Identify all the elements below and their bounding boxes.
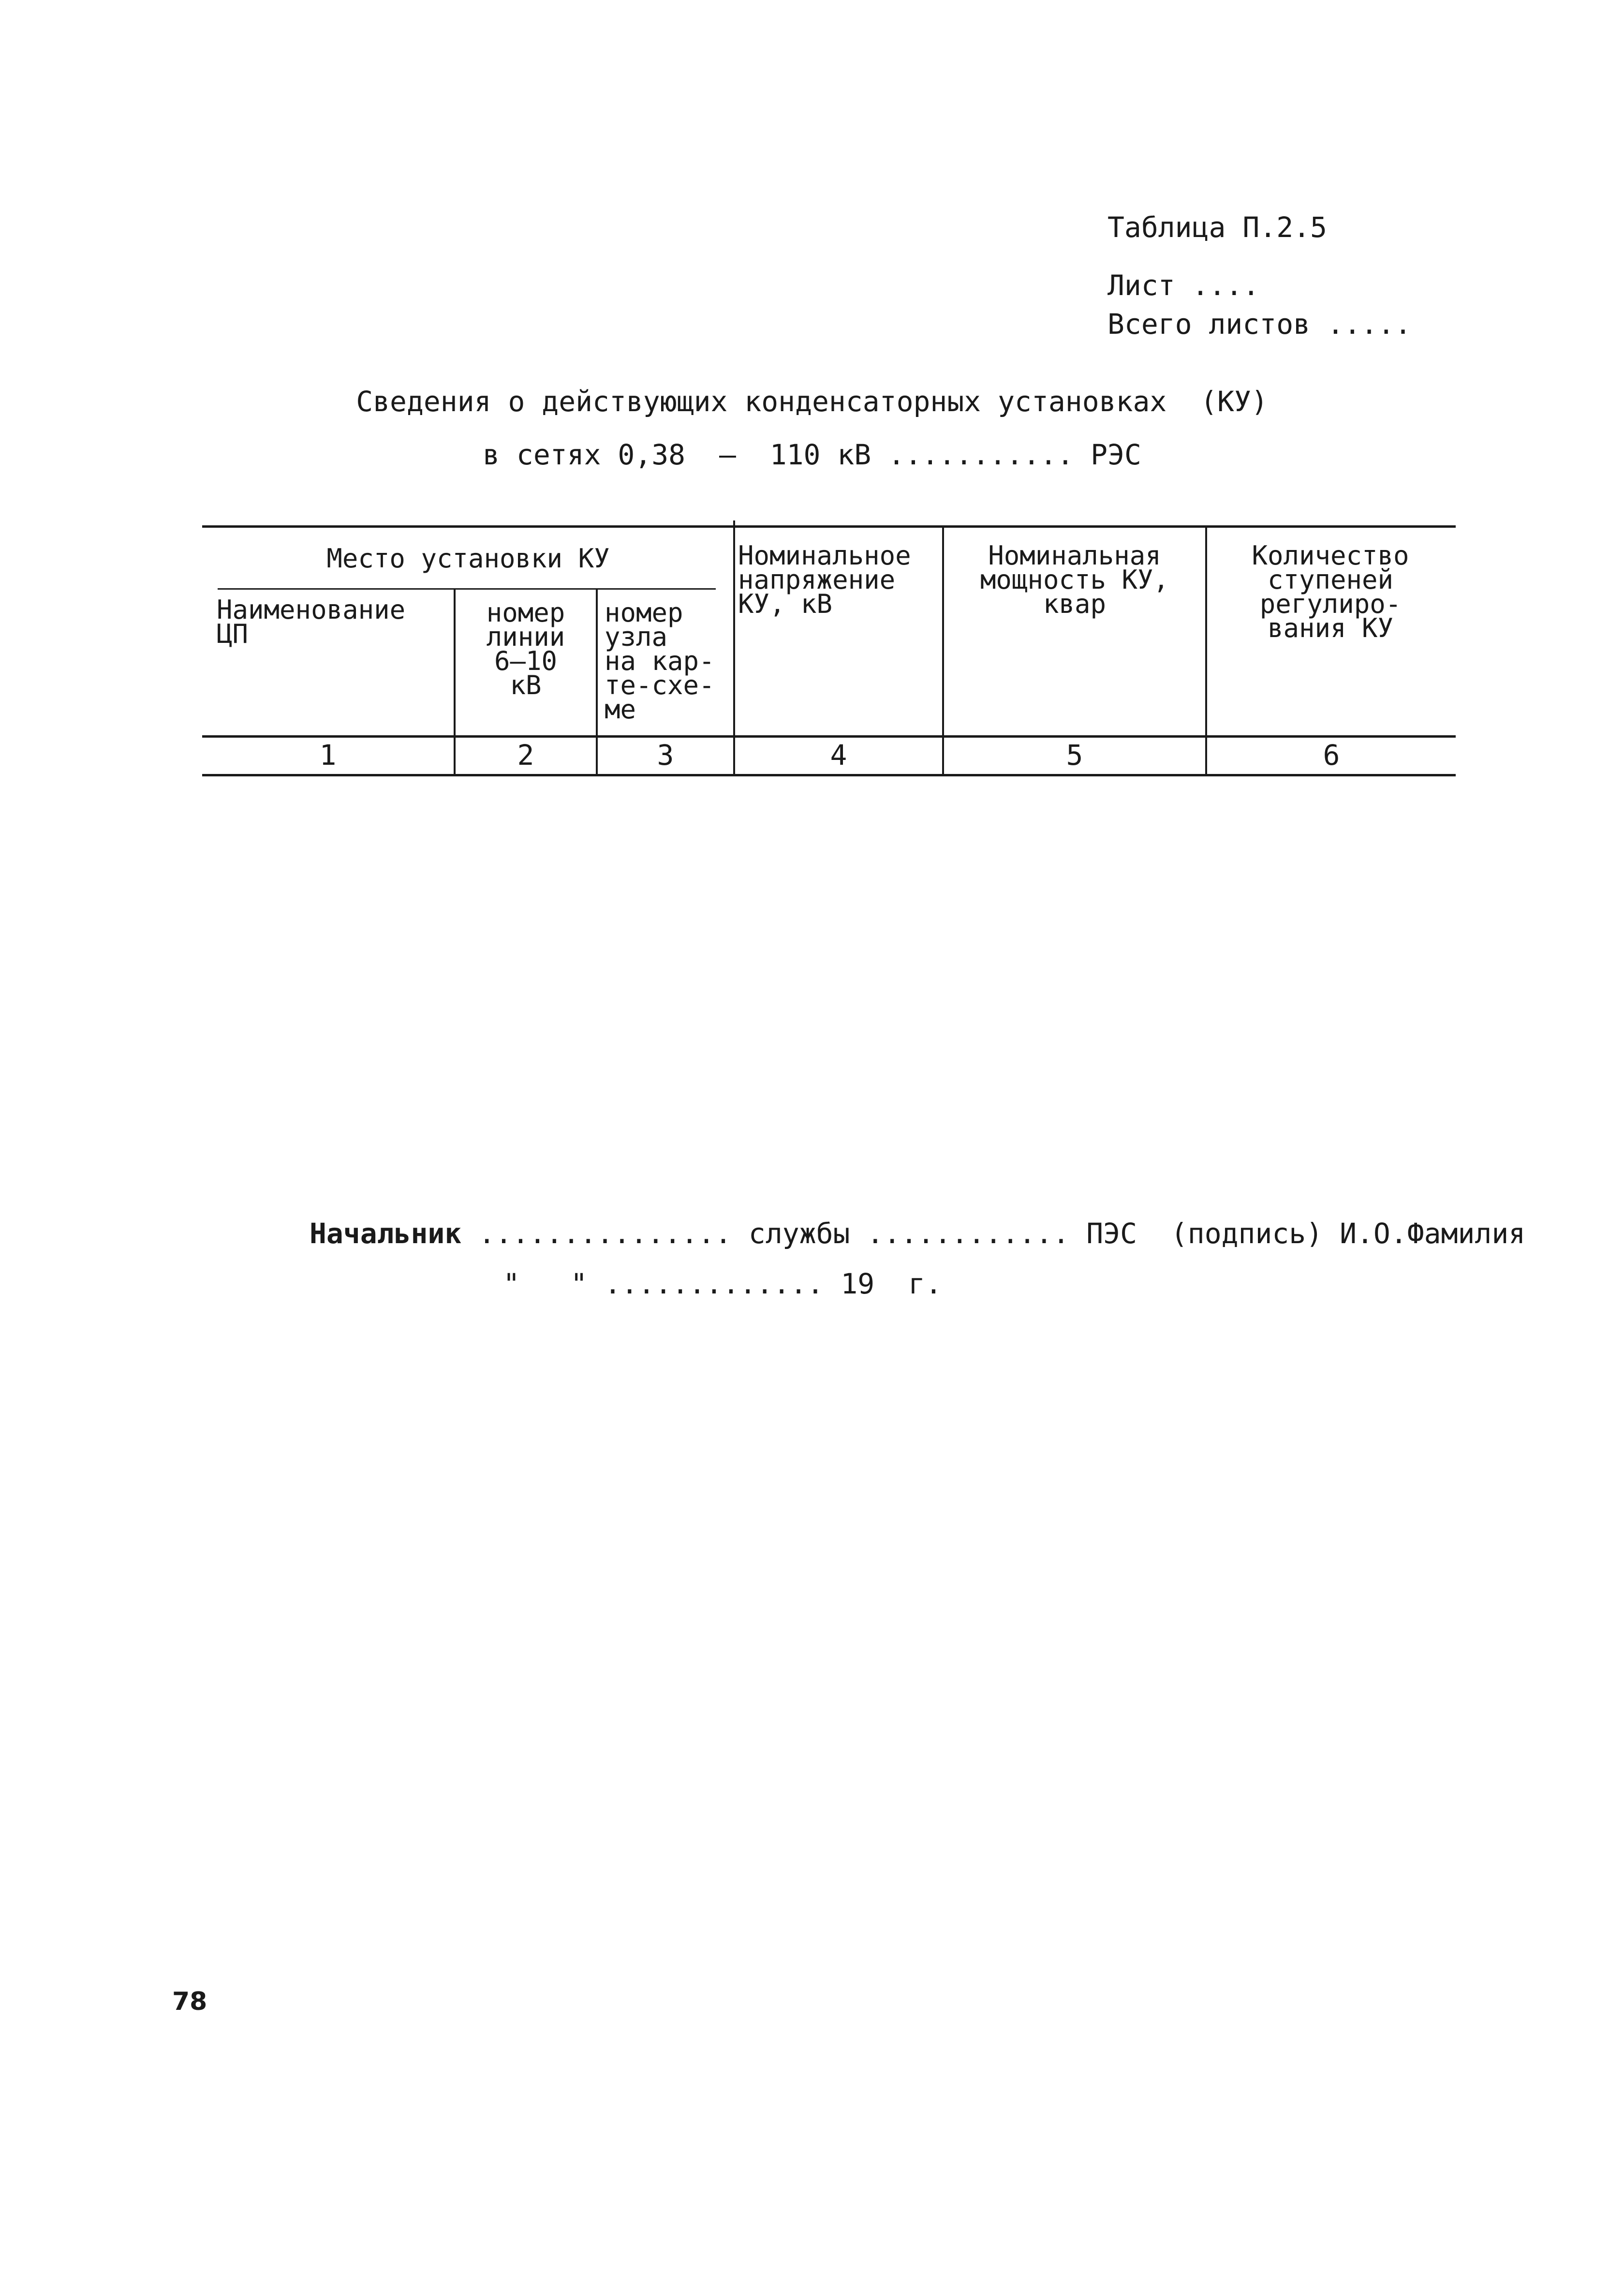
col-number-3: 3 bbox=[657, 739, 674, 772]
col-header-rated-voltage: Номинальное напряжение КУ, кВ bbox=[738, 540, 911, 619]
document-title-line-1: Сведения о действующих конденсаторных установках (КУ) bbox=[356, 385, 1268, 418]
signature-details: ............... службы ............ ПЭС (подпись) И.О.Фамилия bbox=[461, 1217, 1526, 1250]
document-title-line-2: в сетях 0,38 – 110 кВ ........... РЭС bbox=[483, 438, 1141, 471]
col-header-line-number: номер линии 6–10 кВ bbox=[486, 597, 565, 700]
group-header-rule bbox=[218, 588, 716, 590]
group-header-installation-place: Место установки КУ bbox=[326, 543, 610, 574]
col-divider-3 bbox=[733, 520, 735, 774]
signature-title: Начальник bbox=[310, 1217, 462, 1250]
table-reference: Таблица П.2.5 bbox=[1107, 211, 1327, 244]
sheets-total-label: Всего листов ..... bbox=[1107, 308, 1412, 341]
table-bottom-rule bbox=[202, 774, 1456, 776]
col-header-rated-power: Номинальная мощность КУ, квар bbox=[980, 540, 1169, 619]
col-number-5: 5 bbox=[1066, 739, 1083, 772]
signature-line bbox=[310, 1216, 1525, 1251]
signature-date-line: " " ............. 19 г. bbox=[503, 1267, 942, 1300]
col-number-2: 2 bbox=[517, 739, 534, 772]
col-number-1: 1 bbox=[319, 739, 337, 772]
col-number-4: 4 bbox=[830, 739, 847, 772]
col-number-6: 6 bbox=[1323, 739, 1340, 772]
col-header-cp-name: Наименование ЦП bbox=[217, 594, 406, 649]
col-header-regulation-steps: Количество ступеней регулиро- вания КУ bbox=[1252, 540, 1409, 643]
page-number: 78 bbox=[172, 1987, 207, 2016]
table-top-rule bbox=[202, 525, 1456, 528]
sheet-label: Лист .... bbox=[1107, 269, 1260, 302]
col-header-node-number: номер узла на кар- те-схе- ме bbox=[605, 597, 715, 725]
header-bottom-rule bbox=[202, 735, 1456, 738]
